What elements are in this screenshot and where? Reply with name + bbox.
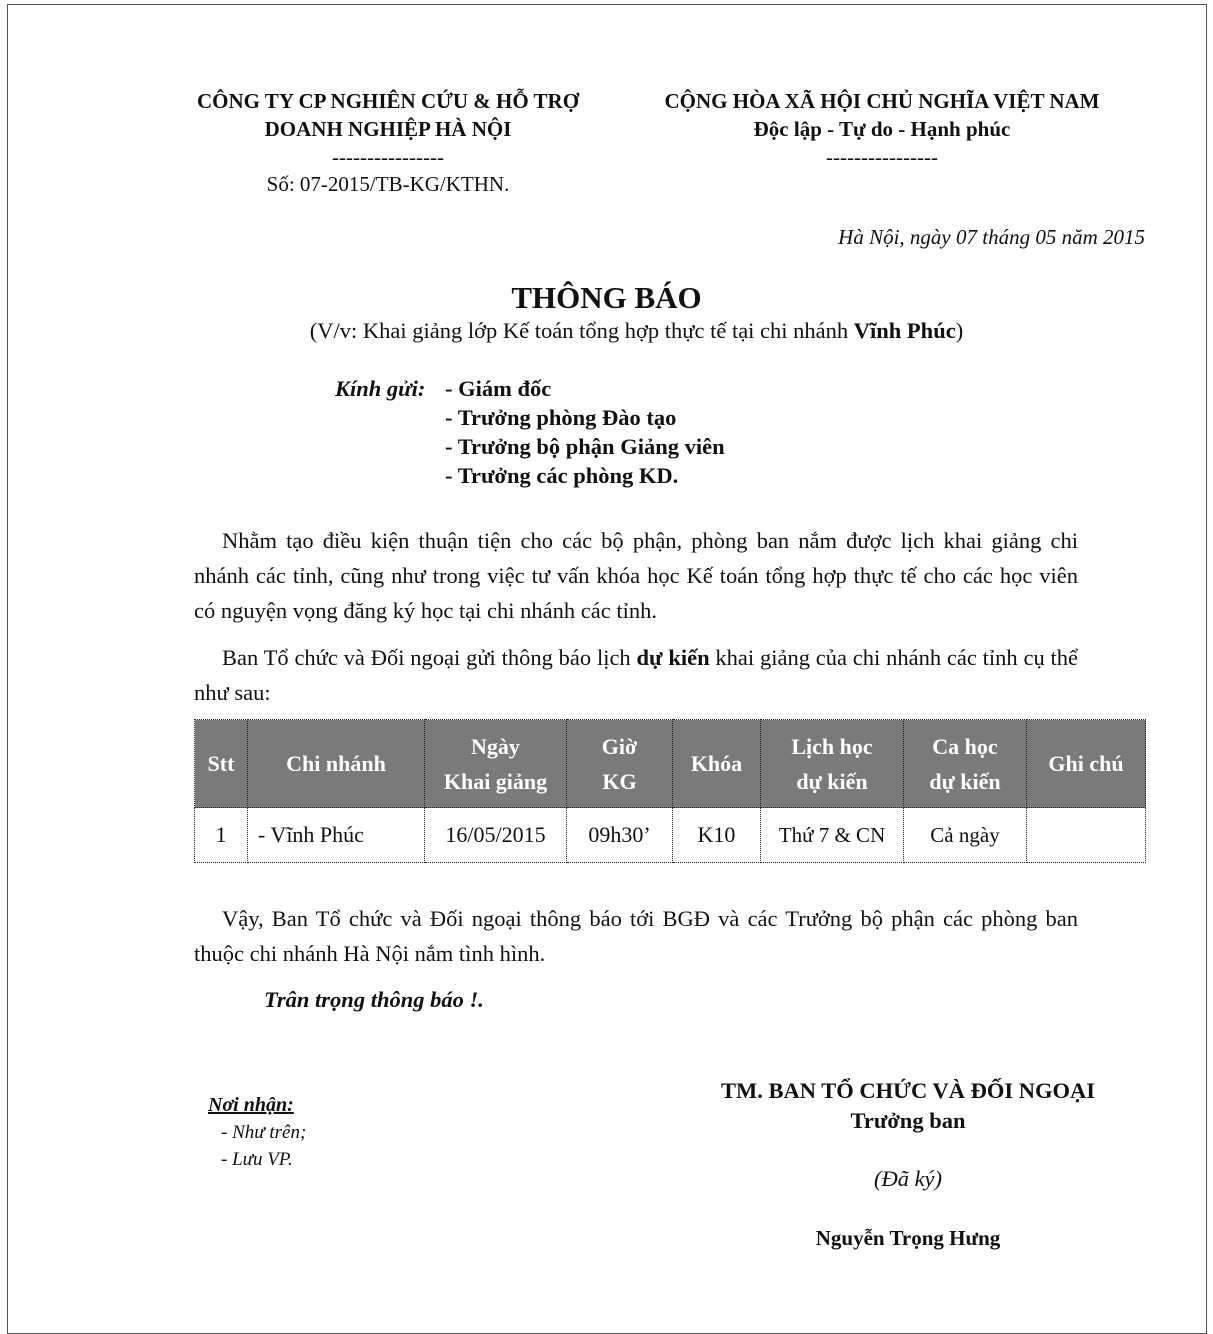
company-divider: ---------------- (332, 145, 444, 169)
cell-time: 09h30’ (567, 808, 673, 863)
header-time-line2: KG (602, 768, 637, 794)
header-shift (904, 720, 1027, 808)
signer-title: Trưởng ban (850, 1108, 966, 1133)
table-header-row (195, 720, 1146, 808)
cell-schedule: Thứ 7 & CN (761, 808, 904, 863)
header-shift-line1: Ca học (932, 733, 998, 759)
body-paragraph-1 (194, 523, 1078, 628)
recipient-item: - Trưởng phòng Đào tạo (445, 405, 677, 430)
header-course: Khóa (673, 720, 761, 808)
header-schedule-line2: dự kiến (796, 768, 868, 794)
subject-text: (V/v: Khai giảng lớp Kế toán tổng hợp thực tế tại chi nhánh (309, 318, 854, 343)
header-shift-line2: dự kiến (929, 768, 1001, 794)
cell-date: 16/05/2015 (425, 808, 567, 863)
cell-stt: 1 (195, 808, 248, 863)
recipients-label: Kính gửi: (335, 376, 426, 401)
header-opening-date (425, 720, 567, 808)
paragraph-2-text: Ban Tổ chức và Đối ngoại gửi thông báo lịch (222, 645, 637, 670)
signer-organization: TM. BAN TỔ CHỨC VÀ ĐỐI NGOẠI (721, 1078, 1095, 1103)
header-time-line1: Giờ (601, 733, 638, 759)
paragraph-2-text-end: khai giảng của chi nhánh các tỉnh cụ thể như sau: (194, 645, 1078, 705)
header-schedule-line1: Lịch học (791, 733, 873, 759)
header-schedule (761, 720, 904, 808)
recipient-item: - Trưởng các phòng KD. (445, 463, 679, 488)
paragraph-2-bold: dự kiến (636, 645, 710, 670)
nation-divider: ---------------- (826, 145, 938, 169)
footer-recipient-item: - Lưu VP. (221, 1149, 293, 1170)
header-branch: Chi nhánh (248, 720, 425, 808)
footer-recipient-item: - Như trên; (221, 1122, 307, 1143)
schedule-table (194, 719, 1146, 863)
subject-close: ) (955, 318, 964, 343)
subject-branch: Vĩnh Phúc (853, 318, 956, 343)
cell-note (1027, 808, 1146, 863)
footer-recipients-label: Nơi nhận: (208, 1094, 294, 1116)
paragraph-1-text: Nhằm tạo điều kiện thuận tiện cho các bộ phận, phòng ban nắm được lịch khai giảng chi nhánh các tỉnh, cũng như trong việc tư vấn khóa học Kế toán tổng hợp thực tế cho các học viên có nguyện vọng đăng ký học tại chi nhánh các tỉnh. (194, 528, 1078, 623)
company-name-line1: CÔNG TY CP NGHIÊN CỨU & HỖ TRỢ (196, 89, 580, 113)
document-number: Số: 07-2015/TB-KG/KTHN. (266, 172, 510, 196)
document-subject (0, 318, 1213, 344)
recipient-item: - Trưởng bộ phận Giảng viên (445, 434, 725, 459)
body-paragraph-3 (194, 901, 1078, 971)
paragraph-3-text: Vậy, Ban Tổ chức và Đối ngoại thông báo tới BGĐ và các Trưởng bộ phận các phòng ban thuộc chi nhánh Hà Nội nắm tình hình. (194, 906, 1078, 966)
document-title: THÔNG BÁO (511, 280, 702, 315)
signed-note: (Đã ký) (873, 1166, 943, 1191)
cell-shift: Cả ngày (904, 808, 1027, 863)
header-opening-time (567, 720, 673, 808)
recipient-item: - Giám đốc (445, 376, 552, 401)
cell-branch: - Vĩnh Phúc (248, 808, 425, 863)
table-row (195, 808, 1146, 863)
body-paragraph-2 (194, 640, 1078, 710)
cell-course: K10 (673, 808, 761, 863)
header-stt: Stt (195, 720, 248, 808)
date-line: Hà Nội, ngày 07 tháng 05 năm 2015 (838, 225, 1145, 249)
header-note: Ghi chú (1027, 720, 1146, 808)
company-name-line2: DOANH NGHIỆP HÀ NỘI (264, 117, 512, 141)
header-date-line2: Khai giảng (443, 768, 548, 794)
nation-name: CỘNG HÒA XÃ HỘI CHỦ NGHĨA VIỆT NAM (664, 89, 1100, 113)
signer-name: Nguyễn Trọng Hưng (815, 1226, 1001, 1250)
closing-line: Trân trọng thông báo !. (264, 987, 484, 1012)
nation-motto: Độc lập - Tự do - Hạnh phúc (753, 117, 1011, 141)
header-date-line1: Ngày (471, 733, 520, 759)
